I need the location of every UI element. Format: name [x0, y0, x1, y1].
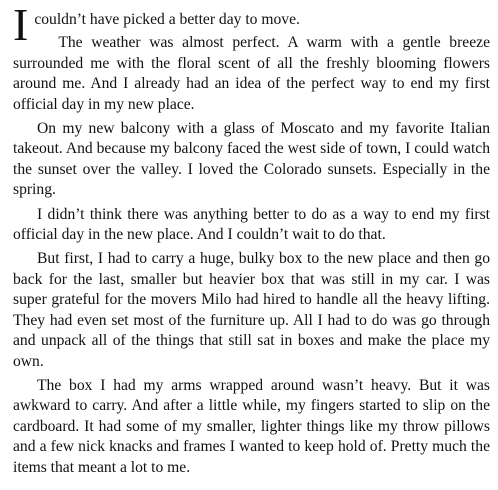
paragraph: On my new balcony with a glass of Moscato and my favorite Italian takeout. And because my balcony faced the west side of town, I could watch the sunset over the valley. I loved the Colorado sunsets. Especially in the spring.: [13, 120, 490, 199]
opening-line: couldn’t have picked a better day to move.: [34, 11, 300, 28]
book-page: [13, 0, 490, 478]
paragraph-text: The weather was almost perfect. A warm with a gentle breeze surrounded me with the floral scent of all the freshly blooming flowers around me. And I already had an idea of the perfect way to end my first official day in my new place.: [13, 34, 490, 113]
opening-paragraph: [13, 0, 490, 115]
paragraph: I didn’t think there was anything better to do as a way to end my first official day in the new place. And I couldn’t wait to do that.: [13, 205, 490, 244]
drop-cap: I: [13, 0, 29, 50]
paragraph: But first, I had to carry a huge, bulky box to the new place and then go back for the last, smaller but heavier box that was still in my car. I was super grateful for the movers Milo had hired to handle all the heavy lifting. They had even set most of the furniture up. All I had to do was go through and unpack all of the things that still sat in boxes and make the place my own.: [13, 250, 490, 370]
paragraph: The box I had my arms wrapped around wasn’t heavy. But it was awkward to carry. And after a little while, my fingers started to slip on the cardboard. It had some of my smaller, lighter things like my throw pillows and a few nick knacks and frames I wanted to keep hold of. Pretty much the items that meant a lot to me.: [13, 376, 490, 476]
